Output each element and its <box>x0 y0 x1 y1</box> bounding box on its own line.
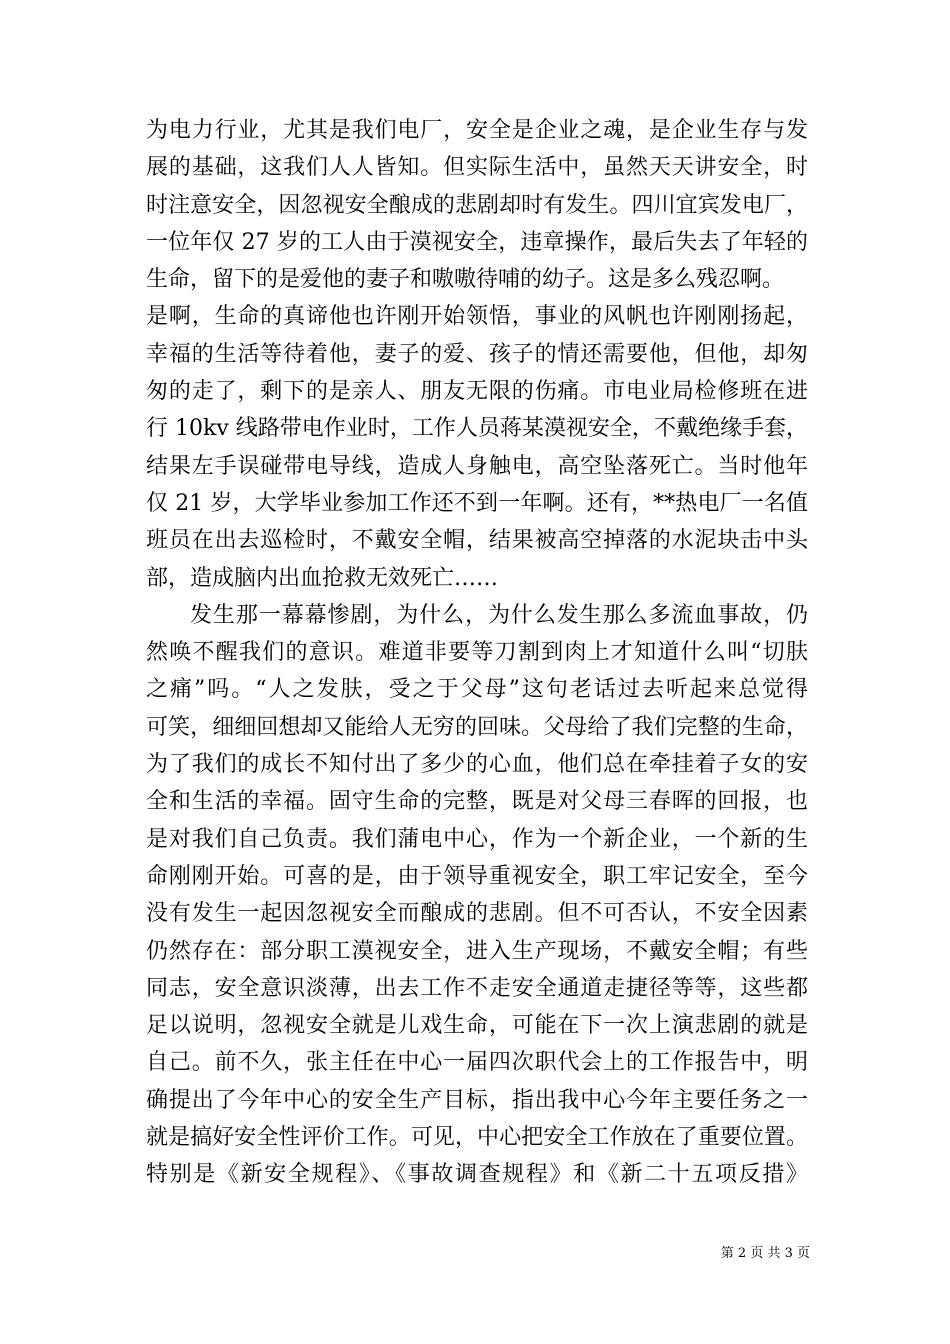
text-line: 一位年仅 27 岁的工人由于漠视安全，违章操作，最后失去了年轻的 <box>146 229 808 255</box>
text-line: 然唤不醒我们的意识。难道非要等刀割到肉上才知道什么叫“切肤 <box>146 640 808 666</box>
text-line: 发生那一幕幕惨剧，为什么，为什么发生那么多流血事故，仍 <box>190 602 808 628</box>
text-line: 就是搞好安全性评价工作。可见，中心把安全工作放在了重要位置。 <box>146 1125 808 1151</box>
text-line: 行 10kv 线路带电作业时，工作人员蒋某漠视安全，不戴绝缘手套， <box>146 416 808 442</box>
text-line: 之痛”吗。“人之发肤，受之于父母”这句老话过去听起来总觉得 <box>146 677 808 703</box>
text-line: 结果左手误碰带电导线，造成人身触电，高空坠落死亡。当时他年 <box>146 453 808 479</box>
text-line: 仅 21 岁，大学毕业参加工作还不到一年啊。还有，**热电厂一名值 <box>146 490 808 516</box>
text-line: 生命，留下的是爱他的妻子和嗷嗷待哺的幼子。这是多么残忍啊。 <box>146 267 785 293</box>
text-line: 可笑，细细回想却又能给人无穷的回味。父母给了我们完整的生命， <box>146 714 808 740</box>
text-line: 是啊，生命的真谛他也许刚开始领悟，事业的风帆也许刚刚扬起， <box>146 304 808 330</box>
text-line: 展的基础，这我们人人皆知。但实际生活中，虽然天天讲安全，时 <box>146 155 808 181</box>
body-text <box>146 112 808 1194</box>
text-line: 部，造成脑内出血抢救无效死亡…… <box>146 565 499 591</box>
paragraph-2 <box>146 597 808 1194</box>
text-line: 时注意安全，因忽视安全酿成的悲剧却时有发生。四川宜宾发电厂， <box>146 192 808 218</box>
text-line: 匆的走了，剩下的是亲人、朋友无限的伤痛。市电业局检修班在进 <box>146 379 808 405</box>
text-line: 为电力行业，尤其是我们电厂，安全是企业之魂，是企业生存与发 <box>146 118 808 143</box>
text-line: 为了我们的成长不知付出了多少的心血，他们总在牵挂着子女的安 <box>146 752 808 778</box>
text-line: 没有发生一起因忽视安全而酿成的悲剧。但不可否认，不安全因素 <box>146 901 808 927</box>
text-line: 仍然存在：部分职工漠视安全，进入生产现场，不戴安全帽；有些 <box>146 938 808 964</box>
text-line: 幸福的生活等待着他，妻子的爱、孩子的情还需要他，但他，却匆 <box>146 341 808 367</box>
text-line: 确提出了今年中心的安全生产目标，指出我中心今年主要任务之一 <box>146 1087 808 1113</box>
page-number: 第 2 页 共 3 页 <box>720 1246 810 1261</box>
paragraph-1 <box>146 112 808 597</box>
text-line: 班员在出去巡检时，不戴安全帽，结果被高空掉落的水泥块击中头 <box>146 528 808 554</box>
text-line: 是对我们自己负责。我们蒲电中心，作为一个新企业，一个新的生 <box>146 826 808 852</box>
text-line: 足以说明，忽视安全就是儿戏生命，可能在下一次上演悲剧的就是 <box>146 1013 808 1039</box>
text-line: 全和生活的幸福。固守生命的完整，既是对父母三春晖的回报，也 <box>146 789 808 815</box>
text-line: 自己。前不久，张主任在中心一届四次职代会上的工作报告中，明 <box>146 1050 808 1076</box>
text-line: 命刚刚开始。可喜的是，由于领导重视安全，职工牢记安全，至今 <box>146 863 808 889</box>
text-line: 特别是《新安全规程》、《事故调查规程》和《新二十五项反措》 <box>146 1162 808 1188</box>
text-line: 同志，安全意识淡薄，出去工作不走安全通道走捷径等等，这些都 <box>146 975 808 1001</box>
